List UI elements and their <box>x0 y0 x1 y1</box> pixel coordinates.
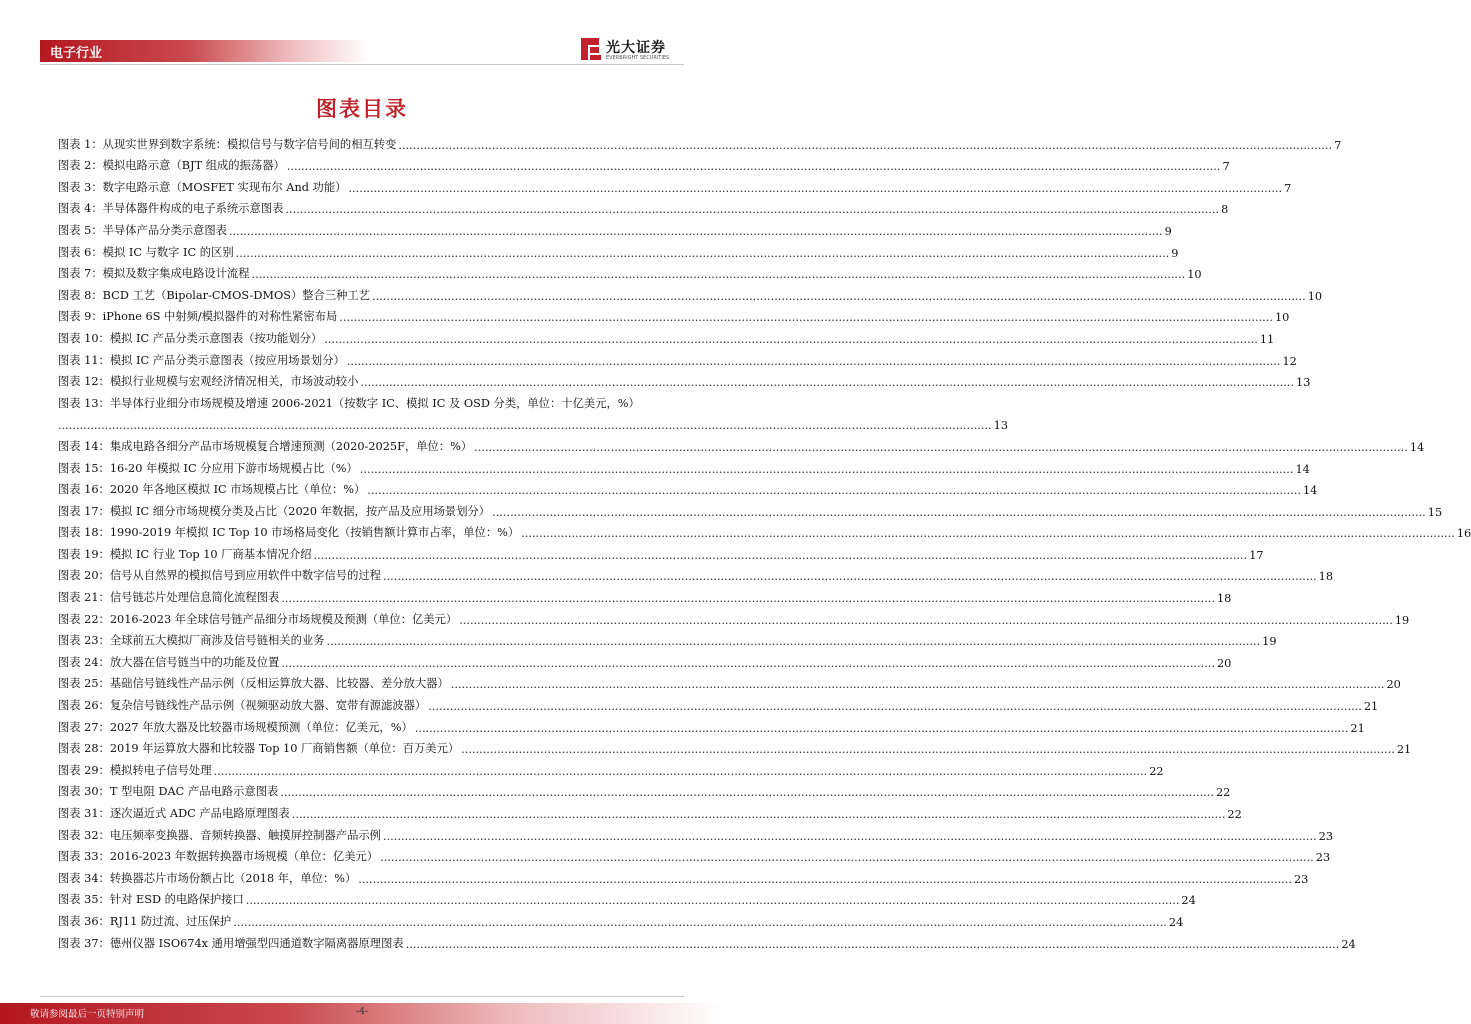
toc-entry-page: 24 <box>1181 894 1196 908</box>
toc-entry[interactable] <box>58 583 1232 606</box>
toc-leader-dots <box>459 614 1393 627</box>
toc-entry[interactable] <box>58 324 1275 346</box>
toc-entry-page: 20 <box>1386 678 1401 692</box>
toc-entry-label: 图表 29：模拟转电子信号处理 <box>58 763 212 777</box>
toc-entry-label: 图表 27：2027 年放大器及比较器市场规模预测（单位：亿美元，%） <box>58 720 413 734</box>
toc-entry-page: 18 <box>1318 570 1334 584</box>
toc-entry-label: 图表 10：模拟 IC 产品分类示意图表（按功能划分） <box>58 331 323 345</box>
toc-entry[interactable] <box>58 821 1334 843</box>
toc-entry-page: 23 <box>1318 829 1334 843</box>
toc-entry-page: 19 <box>1394 613 1410 627</box>
toc-entry-page: 22 <box>1215 786 1231 800</box>
toc-leader-dots <box>246 894 1180 907</box>
page-header <box>0 0 724 70</box>
toc-entry-page: 22 <box>1227 808 1242 821</box>
toc-entry[interactable] <box>58 648 1232 670</box>
toc-entry-label: 图表 25：基础信号链线性产品示例（反相运算放大器、比较器、差分放大器） <box>58 677 449 691</box>
toc-entry-label: 图表 23：全球前五大模拟厂商涉及信号链相关的业务 <box>58 634 325 648</box>
toc-entry[interactable] <box>58 540 1264 562</box>
toc-entry-label: 图表 30：T 型电阻 DAC 产品电路示意图表 <box>58 785 279 799</box>
toc-entry[interactable] <box>58 389 668 411</box>
toc-entry[interactable] <box>58 735 1412 757</box>
toc-entry-page: 15 <box>1427 505 1443 519</box>
toc-entry-page: 7 <box>1334 138 1342 152</box>
toc-entry[interactable] <box>58 799 1242 821</box>
toc-leader-dots <box>358 873 1292 886</box>
toc-leader-dots <box>380 851 1314 864</box>
footer-divider <box>40 996 684 997</box>
section-title: 电子行业 <box>50 46 103 61</box>
toc-entry-page: 14 <box>1302 484 1318 498</box>
toc-title: 图表目录 <box>316 97 408 121</box>
brand-logo-icon <box>578 36 604 62</box>
toc-entry[interactable] <box>58 281 1323 303</box>
brand-name-en: EVERBRIGHT SECURITIES <box>606 55 670 61</box>
toc-entry-label: 图表 18：1990-2019 年模拟 IC Top 10 市场格局变化（按销售额计算市占率，单位：%） <box>58 526 520 540</box>
toc-entry-page: 18 <box>1216 592 1232 606</box>
toc-list <box>58 130 1471 951</box>
toc-entry-label: 图表 6：模拟 IC 与数字 IC 的区别 <box>58 245 234 259</box>
toc-entry-label: 图表 19：模拟 IC 行业 Top 10 厂商基本情况介绍 <box>58 547 312 561</box>
toc-entry-page: 14 <box>1409 440 1425 454</box>
toc-entry-page: 12 <box>1282 354 1297 368</box>
toc-entry[interactable] <box>58 260 1202 282</box>
toc-leader-dots <box>398 139 1332 152</box>
toc-entry[interactable] <box>58 303 1290 325</box>
toc-entry[interactable] <box>58 454 1310 476</box>
toc-leader-dots <box>451 678 1385 691</box>
toc-leader-dots <box>252 268 1186 281</box>
toc-leader-dots <box>347 355 1281 368</box>
toc-entry[interactable] <box>58 886 1196 908</box>
toc-entry-page: 19 <box>1262 635 1277 649</box>
toc-entry[interactable] <box>58 670 1401 692</box>
toc-entry[interactable] <box>58 130 1342 152</box>
toc-entry-page: 17 <box>1249 548 1264 562</box>
toc-entry-label: 图表 22：2016-2023 年全球信号链产品细分市场规模及预测（单位：亿美元） <box>58 612 458 626</box>
toc-leader-dots <box>492 506 1426 519</box>
toc-entry[interactable] <box>58 432 1425 454</box>
toc-entry-page: 10 <box>1274 311 1290 325</box>
toc-leader-dots <box>367 484 1301 497</box>
toc-entry-label: 图表 32：电压频率变换器、音频转换器、触摸屏控制器产品示例 <box>58 828 381 842</box>
toc-leader-dots <box>327 635 1261 648</box>
toc-entry-page: 16 <box>1456 527 1471 541</box>
toc-leader-dots <box>280 786 1214 799</box>
toc-entry-label: 图表 11：模拟 IC 产品分类示意图表（按应用场景划分） <box>58 353 345 367</box>
toc-entry-page: 10 <box>1187 268 1202 282</box>
toc-entry-page: 21 <box>1396 743 1412 757</box>
toc-entry-label: 图表 35：针对 ESD 的电路保护接口 <box>58 893 244 907</box>
toc-leader-dots <box>292 808 1226 821</box>
toc-entry-label: 图表 8：BCD 工艺（Bipolar-CMOS-DMOS）整合三种工艺 <box>58 288 371 302</box>
brand-name-cn: 光大证券 <box>606 40 666 56</box>
toc-leader-dots <box>314 549 1248 562</box>
toc-leader-dots <box>461 743 1395 756</box>
toc-entry-label: 图表 12：模拟行业规模与宏观经济情况相关，市场波动较小 <box>58 375 359 389</box>
toc-entry[interactable] <box>58 562 1334 584</box>
toc-leader-dots <box>360 463 1294 476</box>
toc-leader-dots <box>383 570 1317 583</box>
toc-entry-label: 图表 28：2019 年运算放大器和比较器 Top 10 厂商销售额（单位：百万美元） <box>58 742 460 756</box>
toc-entry-label: 图表 14：集成电路各细分产品市场规模复合增速预测（2020-2025F，单位：%） <box>58 439 473 453</box>
toc-entry[interactable] <box>58 411 1009 433</box>
toc-leader-dots <box>58 419 992 432</box>
toc-leader-dots <box>324 333 1258 346</box>
toc-entry-page: 13 <box>1296 376 1311 390</box>
toc-entry[interactable] <box>58 713 1365 735</box>
toc-entry[interactable] <box>58 238 1179 260</box>
toc-leader-dots <box>233 916 1167 929</box>
toc-leader-dots <box>348 182 1282 195</box>
footer-disclaimer: 敬请参阅最后一页特别声明 <box>30 1009 145 1020</box>
page-number: -4- <box>355 1006 369 1017</box>
toc-entry-label: 图表 24：放大器在信号链当中的功能及位置 <box>58 655 280 669</box>
toc-leader-dots <box>339 311 1273 324</box>
toc-leader-dots <box>287 160 1221 173</box>
toc-entry-label: 图表 3：数字电路示意（MOSFET 实现布尔 And 功能） <box>58 180 347 194</box>
toc-entry-page: 21 <box>1363 700 1379 714</box>
toc-entry-label: 图表 21：信号链芯片处理信息简化流程图表 <box>58 591 280 605</box>
toc-entry[interactable] <box>58 173 1292 195</box>
toc-entry[interactable] <box>58 843 1331 865</box>
toc-entry-page: 22 <box>1149 764 1164 778</box>
toc-entry-page: 13 <box>993 419 1009 433</box>
toc-entry[interactable] <box>58 929 1356 951</box>
toc-leader-dots <box>383 830 1317 843</box>
toc-entry[interactable] <box>58 368 1311 390</box>
toc-entry-label: 图表 34：转换器芯片市场份额占比（2018 年，单位：%） <box>58 871 357 885</box>
toc-entry[interactable] <box>58 497 1443 519</box>
toc-entry[interactable] <box>58 519 1471 541</box>
toc-leader-dots <box>214 765 1148 778</box>
toc-leader-dots <box>229 225 1163 238</box>
toc-entry-page: 14 <box>1295 462 1310 476</box>
toc-entry-label: 图表 2：模拟电路示意（BJT 组成的振荡器） <box>58 159 285 173</box>
toc-leader-dots <box>281 657 1215 670</box>
toc-entry[interactable] <box>58 756 1164 778</box>
toc-entry-page: 23 <box>1315 851 1331 865</box>
toc-entry-page: 24 <box>1341 937 1356 951</box>
toc-entry-label: 图表 1：从现实世界到数字系统：模拟信号与数字信号间的相互转变 <box>58 137 397 151</box>
toc-leader-dots <box>415 722 1349 735</box>
toc-leader-dots <box>428 700 1362 713</box>
toc-entry-label: 图表 17：模拟 IC 细分市场规模分类及占比（2020 年数据，按产品及应用场景划分） <box>58 504 491 518</box>
brand-logo <box>578 36 696 66</box>
toc-leader-dots <box>372 290 1306 303</box>
toc-entry-label: 图表 7：模拟及数字集成电路设计流程 <box>58 267 250 281</box>
toc-entry-page: 8 <box>1221 203 1229 217</box>
toc-entry-label: 图表 33：2016-2023 年数据转换器市场规模（单位：亿美元） <box>58 850 379 864</box>
toc-leader-dots <box>474 441 1408 454</box>
toc-leader-dots <box>285 203 1219 216</box>
toc-entry[interactable] <box>58 216 1172 238</box>
toc-entry[interactable] <box>58 864 1309 886</box>
toc-entry-page: 9 <box>1164 224 1172 238</box>
toc-entry[interactable] <box>58 627 1277 649</box>
toc-entry-page: 23 <box>1293 872 1309 886</box>
toc-entry[interactable] <box>58 346 1297 368</box>
toc-entry-page: 21 <box>1350 721 1365 735</box>
toc-entry-label: 图表 4：半导体器件构成的电子系统示意图表 <box>58 202 284 216</box>
toc-entry-page: 7 <box>1284 181 1292 195</box>
toc-entry[interactable] <box>58 605 1410 627</box>
toc-leader-dots <box>281 592 1215 605</box>
toc-leader-dots <box>360 376 1294 389</box>
toc-entry[interactable] <box>58 195 1229 217</box>
toc-entry-label: 图表 20：信号从自然界的模拟信号到应用软件中数字信号的过程 <box>58 569 381 583</box>
toc-entry-page: 7 <box>1222 160 1230 174</box>
toc-entry-page: 9 <box>1171 246 1179 260</box>
toc-entry[interactable] <box>58 152 1230 174</box>
toc-leader-dots <box>236 247 1170 260</box>
toc-entry-page: 10 <box>1307 289 1323 303</box>
toc-entry[interactable] <box>58 907 1184 929</box>
toc-entry-page: 20 <box>1216 656 1232 670</box>
toc-entry[interactable] <box>58 476 1318 498</box>
toc-entry-label: 图表 26：复杂信号链线性产品示例（视频驱动放大器、宽带有源滤波器） <box>58 699 427 713</box>
toc-leader-dots <box>406 938 1340 951</box>
toc-entry-label: 图表 37：德州仪器 ISO674x 通用增强型四通道数字隔离器原理图表 <box>58 936 404 950</box>
toc-entry-label: 图表 16：2020 年各地区模拟 IC 市场规模占比（单位：%） <box>58 483 366 497</box>
toc-entry-page: 11 <box>1259 332 1275 346</box>
toc-leader-dots <box>521 527 1455 540</box>
toc-entry-label: 图表 31：逐次逼近式 ADC 产品电路原理图表 <box>58 807 290 820</box>
toc-entry[interactable] <box>58 691 1379 714</box>
toc-entry-label: 图表 13：半导体行业细分市场规模及增速 2006-2021（按数字 IC、模拟 IC 及 OSD 分类，单位：十亿美元，%） <box>58 396 640 410</box>
toc-entry-label: 图表 9：iPhone 6S 中射频/模拟器件的对称性紧密布局 <box>58 310 338 324</box>
toc-entry-page: 24 <box>1168 915 1184 929</box>
toc-entry-label: 图表 15：16-20 年模拟 IC 分应用下游市场规模占比（%） <box>58 461 358 475</box>
toc-entry-label: 图表 36：RJ11 防过流、过压保护 <box>58 914 232 928</box>
toc-entry[interactable] <box>58 778 1231 800</box>
toc-entry-label: 图表 5：半导体产品分类示意图表 <box>58 223 227 237</box>
